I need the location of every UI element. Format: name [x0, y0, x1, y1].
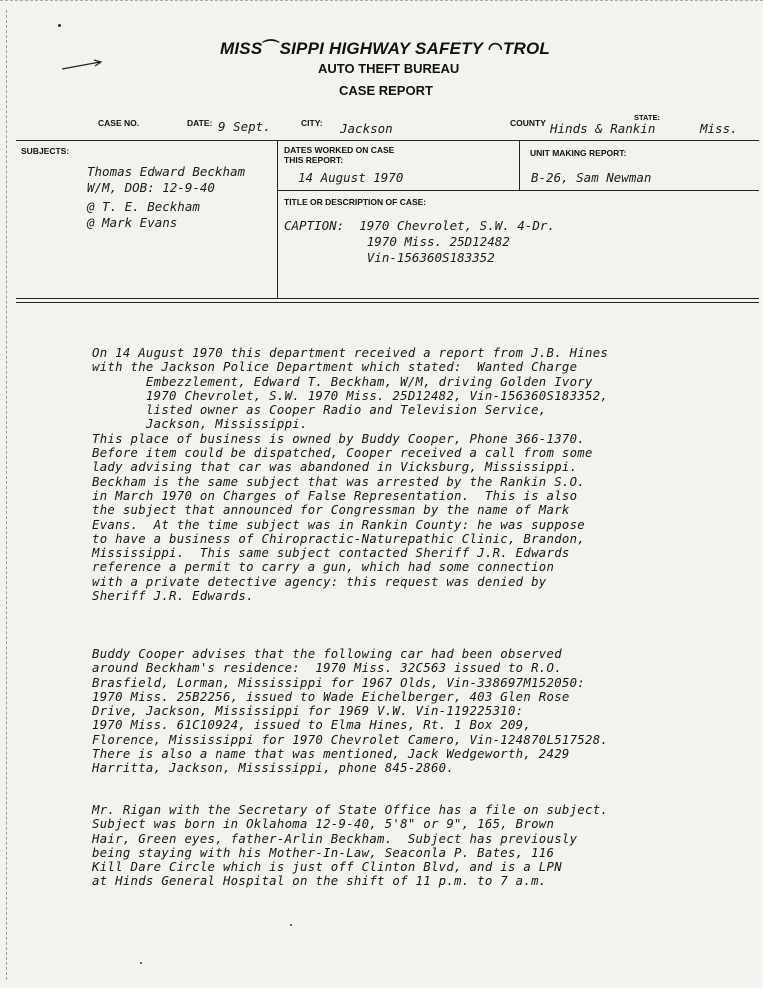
form-divider — [519, 140, 520, 190]
title-label: TITLE OR DESCRIPTION OF CASE: — [284, 197, 427, 207]
state-label: STATE: — [634, 113, 660, 122]
page-top-edge — [0, 0, 763, 1]
unit-label: UNIT MAKING REPORT: — [530, 148, 627, 158]
form-rule — [16, 302, 759, 303]
date-value: 9 Sept. — [218, 119, 271, 134]
county-value: Hinds & Rankin — [550, 121, 656, 136]
caption-line: 1970 Miss. 25D12482 — [284, 234, 510, 249]
subject-line: @ T. E. Beckham — [87, 199, 200, 214]
caption-line: Vin-156360S183352 — [284, 250, 495, 265]
form-rule — [277, 190, 759, 191]
narrative-paragraph: Buddy Cooper advises that the following car had been observed around Beckham's residence: 1970 Miss. 32C563 issued to R.O. Brasfield, Lorman, Mississippi for 1967 Olds, Vin-338697M152050: 1970 Miss. 25B2256, issued to Wade Eichelberger, 403 Glen Rose Drive, Jackson, Mississippi for 1969 V.W. Vin-119225310: 1970 Miss. 61C10924, issued to Elma Hines, Rt. 1 Box 209, Florence, Mississippi for 1970 Chevrolet Camero, Vin-124870L517528. There is also a name that was mentioned, Jack Wedgeworth, 2429 Harritta, Jackson, Mississippi, phone 845-2860. — [92, 647, 609, 776]
form-title: CASE REPORT — [339, 83, 433, 98]
stray-mark — [58, 24, 61, 27]
unit-value: B-26, Sam Newman — [531, 170, 652, 185]
arrow-mark-icon — [60, 58, 104, 72]
form-divider — [277, 140, 278, 298]
caption-line: CAPTION: 1970 Chevrolet, S.W. 4-Dr. — [284, 218, 555, 233]
bureau-name: AUTO THEFT BUREAU — [318, 61, 460, 76]
county-label: COUNTY — [510, 118, 546, 128]
agency-name: MISS⌒SIPPI HIGHWAY SAFETY ◠TROL — [220, 39, 550, 58]
date-label: DATE: — [187, 118, 213, 128]
dates-worked-label: DATES WORKED ON CASE — [284, 145, 395, 155]
state-value: Miss. — [700, 121, 738, 136]
subject-line: @ Mark Evans — [87, 215, 178, 230]
subjects-label: SUBJECTS: — [21, 146, 70, 156]
subject-line: Thomas Edward Beckham — [87, 164, 246, 179]
case-no-label: CASE NO. — [98, 118, 140, 128]
dates-worked-value: 14 August 1970 — [298, 170, 404, 185]
form-rule — [16, 140, 759, 141]
narrative-paragraph: Mr. Rigan with the Secretary of State Office has a file on subject. Subject was born in Oklahoma 12-9-40, 5'8" or 9", 165, Brown Hair, Green eyes, father-Arlin Beckham. Subject has previously being staying with his Mother-In-Law, Seaconla P. Bates, 116 Kill Dare Circle which is just off Clinton Blvd, and is a LPN at Hinds General Hospital on the shift of 11 p.m. to 7 a.m. — [92, 803, 609, 889]
form-rule — [16, 298, 759, 299]
page-left-edge — [6, 10, 7, 980]
subject-line: W/M, DOB: 12-9-40 — [87, 180, 215, 195]
stray-mark — [140, 962, 142, 964]
stray-mark — [290, 924, 292, 926]
narrative-paragraph: On 14 August 1970 this department received a report from J.B. Hines with the Jackson Police Department which stated: Wanted Charge Embezzlement, Edward T. Beckham, W/M, driving Golden Ivory 1970 Chevrolet, S.W. 1970 Miss. 25D12482, Vin-156360S183352, listed owner as Cooper Radio and Television Service, Jackson, Mississippi. This place of business is owned by Buddy Cooper, Phone 366-1370. Before item could be dispatched, Cooper received a call from some lady advising that car was abandoned in Vicksburg, Mississippi. Beckham is the same subject that was arrested by the Rankin S.O. in March 1970 on Charges of False Representation. This is also the subject that announced for Congressman by the name of Mark Evans. At the time subject was in Rankin County: he was suppose to have a business of Chiropractic-Naturepathic Clinic, Brandon, Mississippi. This same subject contacted Sheriff J.R. Edwards reference a permit to carry a gun, which had some connection with a private detective agency: this request was denied by Sheriff J.R. Edwards. — [92, 346, 609, 604]
city-label: CITY: — [301, 118, 323, 128]
dates-worked-label: THIS REPORT: — [284, 155, 344, 165]
city-value: Jackson — [340, 121, 393, 136]
